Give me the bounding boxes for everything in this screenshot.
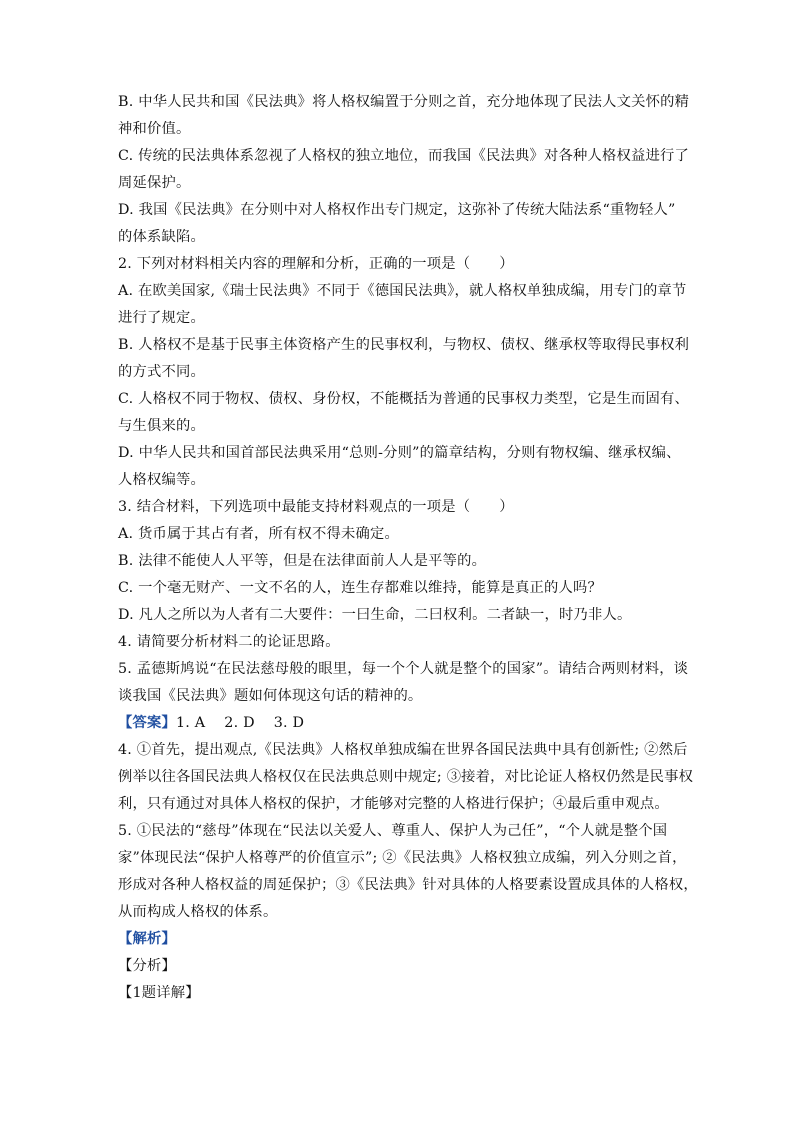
question-2: 2. 下列对材料相关内容的理解和分析，正确的一项是（ ）: [118, 256, 514, 272]
text-line: 利，只有通过对具体人格权的保护，才能够对完整的人格进行保护；④最后重申观点。: [118, 796, 669, 812]
text-line: C. 一个毫无财产、一文不名的人，连生存都难以维持，能算是真正的人吗？: [118, 580, 603, 596]
text-line: 神和价值。: [118, 121, 191, 137]
text-line: 周延保护。: [118, 175, 191, 191]
answer-block: [118, 710, 698, 926]
text-line: 进行了规定。: [118, 310, 205, 326]
question-block: [118, 89, 698, 710]
text-line: 从而构成人格权的体系。: [118, 904, 278, 920]
answer-line: [118, 710, 698, 737]
text-line: 形成对各种人格权益的周延保护；③《民法典》针对具体的人格要素设置成具体的人格权，: [118, 877, 698, 893]
text-line: B. 法律不能使人人平等，但是在法律面前人人是平等的。: [118, 553, 487, 569]
text-line: A. 货币属于其占有者，所有权不得未确定。: [118, 526, 399, 542]
question-5: 5. 孟德斯鸠说“在民法慈母般的眼里，每一个个人就是整个的国家”。请结合两则材料，谈: [118, 661, 689, 677]
text-line: 例举以往各国民法典人格权仅在民法典总则中规定; ③接着，对比论证人格权仍然是民事权: [118, 769, 694, 785]
text-line: D. 中华人民共和国首部民法典采用“总则-分则”的篇章结构，分则有物权编、继承权编、: [118, 445, 681, 461]
text-line: B. 人格权不是基于民事主体资格产生的民事权利，与物权、债权、继承权等取得民事权利: [118, 337, 690, 353]
fenxi-heading: 【分析】: [118, 958, 176, 974]
text-line: 人格权编等。: [118, 472, 205, 488]
analysis-tag: 【解析】: [118, 931, 176, 947]
text-line: A. 在欧美国家,《瑞士民法典》不同于《德国民法典》，就人格权单独成编，用专门的章节: [118, 283, 687, 299]
text-line: 4. ①首先，提出观点,《民法典》人格权单独成编在世界各国民法典中具有创新性; ②然后: [118, 742, 688, 758]
analysis-block: [118, 926, 698, 1007]
detail-heading: 【1题详解】: [118, 985, 200, 1001]
text-line: D. 凡人之所以为人者有二大要件：一曰生命，二曰权利。二者缺一，时乃非人。: [118, 607, 632, 623]
text-line: 谈我国《民法典》题如何体现这句话的精神的。: [118, 688, 423, 704]
question-4: 4. 请简要分析材料二的论证思路。: [118, 634, 340, 650]
answer-tag: 【答案】: [118, 715, 176, 731]
text-line: D. 我国《民法典》在分则中对人格权作出专门规定，这弥补了传统大陆法系“重物轻人”: [118, 202, 676, 218]
text-line: 与生俱来的。: [118, 418, 205, 434]
text-line: C. 人格权不同于物权、债权、身份权，不能概括为普通的民事权力类型，它是生而固有、: [118, 391, 689, 407]
text-line: 家”体现民法“保护人格尊严的价值宣示”; ②《民法典》人格权独立成编，列入分则之首，: [118, 850, 687, 866]
text-line: 5. ①民法的“慈母”体现在“民法以关爱人、尊重人、保护人为己任”，“个人就是整个国: [118, 823, 668, 839]
question-3: 3. 结合材料，下列选项中最能支持材料观点的一项是（ ）: [118, 499, 514, 515]
answer-values: 1. A 2. D 3. D: [176, 715, 305, 731]
text-line: 的方式不同。: [118, 364, 205, 380]
text-line: B. 中华人民共和国《民法典》将人格权编置于分则之首，充分地体现了民法人文关怀的精: [118, 94, 690, 110]
text-line: 的体系缺陷。: [118, 229, 205, 245]
text-line: C. 传统的民法典体系忽视了人格权的独立地位，而我国《民法典》对各种人格权益进行了: [118, 148, 689, 164]
